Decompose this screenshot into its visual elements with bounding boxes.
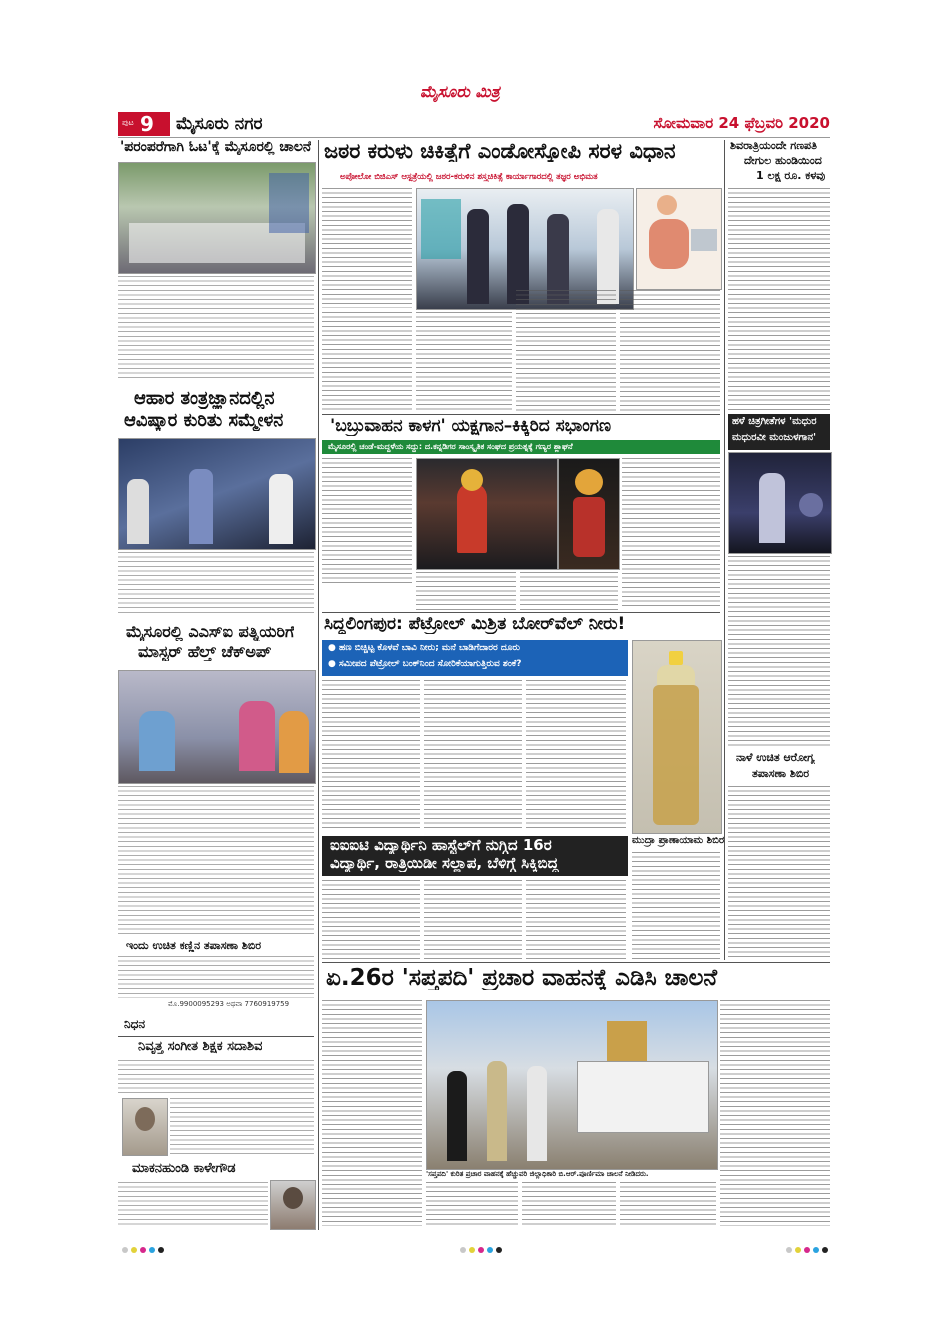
obituary2-body [118,1182,268,1228]
story2-headline-line1: ಆಹಾರ ತಂತ್ರಜ್ಞಾನದಲ್ಲಿನ [134,390,275,409]
lead-body-col4 [516,290,616,412]
theft-headline-line3: 1 ಲಕ್ಷ ರೂ. ಕಳವು [756,170,826,182]
section-title: ಮೈಸೂರು ನಗರ [176,114,263,134]
music-headline-line1: ಹಳೆ ಚಿತ್ರಗೀತೆಗಳ 'ಮಧುರ [732,417,817,427]
obituary1-headline: ನಿವೃತ್ತ ಸಂಗೀತ ಶಿಕ್ಷಕ ಸದಾಶಿವ [138,1040,263,1054]
saptapadi-body-col2 [426,1182,518,1226]
lead-kicker: ಅಪೋಲೋ ಬಿಜಿಎಸ್ ಆಸ್ಪತ್ರೆಯಲ್ಲಿ ಜಠರ-ಕರುಳಿನ ಶಸ್ತ್ರಚಿಕಿತ್ಸೆ ಕಾರ್ಯಾಗಾರದಲ್ಲಿ ತಜ್ಞರ ಅಭಿಮತ [340,172,598,182]
yakshagana-headline: 'ಬಬ್ರುವಾಹನ ಕಾಳಗ' ಯಕ್ಷಗಾನ–ಕಿಕ್ಕಿರಿದ ಸಭಾಂಗಣ [330,418,612,436]
masthead [0,82,945,104]
story1-body [118,276,314,382]
mudra-headline: ಮುದ್ರಾ ಪ್ರಾಣಾಯಾಮ ಶಿಬಿರ [632,836,725,846]
borewell-bullet2-text: ಸಮೀಪದ ಪೆಟ್ರೋಲ್ ಬಂಕ್‌ನಿಂದ ಸೋರಿಕೆಯಾಗುತ್ತಿರುವ ಶಂಕೆ? [339,659,522,669]
obituary2-headline: ಮಾಕನಹುಂಡಿ ಕಾಳೇಗೌಡ [132,1162,236,1176]
saptapadi-body-col4 [620,1182,716,1226]
lead-headline: ಜಠರ ಕರುಳು ಚಿಕಿತ್ಸೆಗೆ ಎಂಡೋಸ್ಕೋಪಿ ಸರಳ ವಿಧಾನ [324,140,676,163]
borewell-body-col2 [424,680,522,830]
hostel-headline-box [322,836,628,876]
borewell-top-rule [322,612,720,613]
health-camp-headline-line1: ನಾಳೆ ಉಚಿತ ಆರೋಗ್ಯ [736,752,815,764]
saptapadi-body-col5 [720,1000,830,1226]
yakshagana-body-col4 [622,458,720,610]
story1-headline: 'ಪರಂಪರೆಗಾಗಿ ಓಟ'ಕ್ಕೆ ಮೈಸೂರಲ್ಲಿ ಚಾಲನೆ [120,140,312,155]
story3-headline-line2: ಮಾಸ್ಟರ್ ಹೆಲ್ತ್ ಚೆಕ್‌ಅಪ್ [138,644,272,661]
page-number: 9 [140,112,154,136]
borewell-bullet2: ● ಸಮೀಪದ ಪೆಟ್ರೋಲ್ ಬಂಕ್‌ನಿಂದ ಸೋರಿಕೆಯಾಗುತ್ತಿರುವ ಶಂಕೆ? [328,659,522,669]
borewell-headline: ಸಿದ್ದಲಿಂಗಪುರ: ಪೆಟ್ರೋಲ್ ಮಿಶ್ರಿತ ಬೋರ್‌ವೆಲ್ ನೀರು! [324,616,626,634]
story2-photo [118,438,316,550]
obituary1-body-top [118,1060,314,1094]
lead-body-col2 [322,312,412,412]
digestive-system-illustration [636,188,722,290]
obituary1-portrait [122,1098,168,1156]
story3-body [118,786,314,936]
page-label: ಪುಟ [122,118,134,127]
yakshagana-kicker [322,440,720,454]
borewell-body-col1 [322,680,420,830]
story4-body [118,956,314,998]
hostel-body-col3 [526,880,626,960]
story2-headline-line2: ಆವಿಷ್ಕಾರ ಕುರಿತು ಸಮ್ಮೇಳನ [124,412,284,431]
yakshagana-body-col3 [520,572,618,610]
masthead-title: ಮೈಸೂರು ಮಿತ್ರ [420,82,500,101]
borewell-bullets [322,640,628,676]
registration-marks-center [460,1238,505,1257]
saptapadi-headline: ಏ.26ರ 'ಸಪ್ತಪದಿ' ಪ್ರಚಾರ ವಾಹನಕ್ಕೆ ಎಡಿಸಿ ಚಾಲನೆ [326,966,718,991]
obituary-rule [118,1036,314,1037]
obituary2-portrait [270,1180,316,1230]
hostel-body-col1 [322,880,420,960]
saptapadi-photo [426,1000,718,1170]
saptapadi-body-col1 [322,1000,422,1226]
music-headline-box [728,414,830,450]
health-camp-body [728,786,830,960]
mudra-body [632,852,720,960]
theft-headline-line2: ದೇಗುಲ ಹುಂಡಿಯಿಂದ [744,155,822,167]
hostel-headline-line1: ಐಐಐಟಿ ವಿದ್ಯಾರ್ಥಿನಿ ಹಾಸ್ಟೆಲ್‌ಗೆ ನುಗ್ಗಿದ 16ರ [330,838,552,854]
story4-contact: ಮೊ.9900095293 ಅಥವಾ 7760919759 [168,1000,290,1008]
yakshagana-body-col2 [416,572,516,610]
obituary-section-title: ನಿಧನ [124,1018,146,1031]
header-rule [118,137,830,138]
theft-body [728,188,830,410]
story3-photo [118,670,316,784]
hostel-body-col2 [424,880,522,960]
contaminated-water-bottle-photo [632,640,722,834]
story3-headline-line1: ಮೈಸೂರಲ್ಲಿ ಎಎಸ್‌ಐ ಪತ್ನಿಯರಿಗೆ [126,624,295,641]
registration-marks-right [786,1238,831,1257]
lead-body-col3 [416,312,512,412]
obituary1-body [170,1098,314,1156]
hostel-headline-line2: ವಿದ್ಯಾರ್ಥಿ, ರಾತ್ರಿಯಿಡೀ ಸಲ್ಲಾಪ, ಬೆಳಿಗ್ಗೆ ಸಿಕ್ಕಿಬಿದ್ದ [330,856,559,872]
saptapadi-top-rule [322,962,830,963]
saptapadi-caption: 'ಸಪ್ತಪದಿ' ಕುರಿತ ಪ್ರಚಾರ ವಾಹನಕ್ಕೆ ಹೆಚ್ಚುವರಿ ಜಿಲ್ಲಾಧಿಕಾರಿ ಬಿ.ಆರ್.ಪೂರ್ಣಿಮಾ ಚಾಲನೆ ನೀಡಿದರು. [426,1170,649,1178]
section-header [118,112,830,136]
column-rule-right [724,140,725,960]
saptapadi-body-col3 [522,1182,616,1226]
yakshagana-body-col1 [322,458,412,586]
borewell-bullet1: ● ಹಣ ಬಿಚ್ಚಿಟ್ಟ ಕೊಳವೆ ಬಾವಿ ನೀರು; ಮನೆ ಬಾಡಿಗೆದಾರರ ದೂರು [328,643,521,653]
yakshagana-stage-photo [416,458,558,570]
yakshagana-performer-photo [558,458,620,570]
story2-body [118,552,314,616]
left-column [118,140,316,1230]
yakshagana-top-rule [322,414,720,415]
page-badge [118,112,170,136]
theft-headline-line1: ಶಿವರಾತ್ರಿಯಂದೇ ಗಣಪತಿ [730,140,817,152]
story1-photo [118,162,316,274]
music-photo [728,452,832,554]
issue-date: ಸೋಮವಾರ 24 ಫೆಬ್ರವರಿ 2020 [653,114,830,132]
registration-marks-left [122,1238,167,1257]
lead-body-col1 [322,188,412,308]
lead-body-col5 [620,290,720,412]
health-camp-headline-line2: ತಪಾಸಣಾ ಶಿಬಿರ [752,768,810,780]
yakshagana-kicker-text: ಮೈಸೂರಲ್ಲಿ ಚಂಡೆ-ಮದ್ದಳೆಯ ಸದ್ದು: ದ.ಕನ್ನಡಿಗರ ಸಾಂಸ್ಕೃತಿಕ ಸಂಘದ ಪ್ರಯತ್ನಕ್ಕೆ ಗಣ್ಯರ ಶ್ಲಾಘನೆ [328,442,573,451]
borewell-body-col3 [526,680,626,830]
music-body [728,556,830,746]
column-rule-left [318,140,319,1230]
borewell-bullet1-text: ಹಣ ಬಿಚ್ಚಿಟ್ಟ ಕೊಳವೆ ಬಾವಿ ನೀರು; ಮನೆ ಬಾಡಿಗೆದಾರರ ದೂರು [339,643,521,653]
music-headline-line2: ಮಧುರವೀ ಮಂಜುಳಗಾನ' [732,433,817,443]
story4-headline: ಇಂದು ಉಚಿತ ಕಣ್ಣಿನ ತಪಾಸಣಾ ಶಿಬಿರ [126,940,262,952]
